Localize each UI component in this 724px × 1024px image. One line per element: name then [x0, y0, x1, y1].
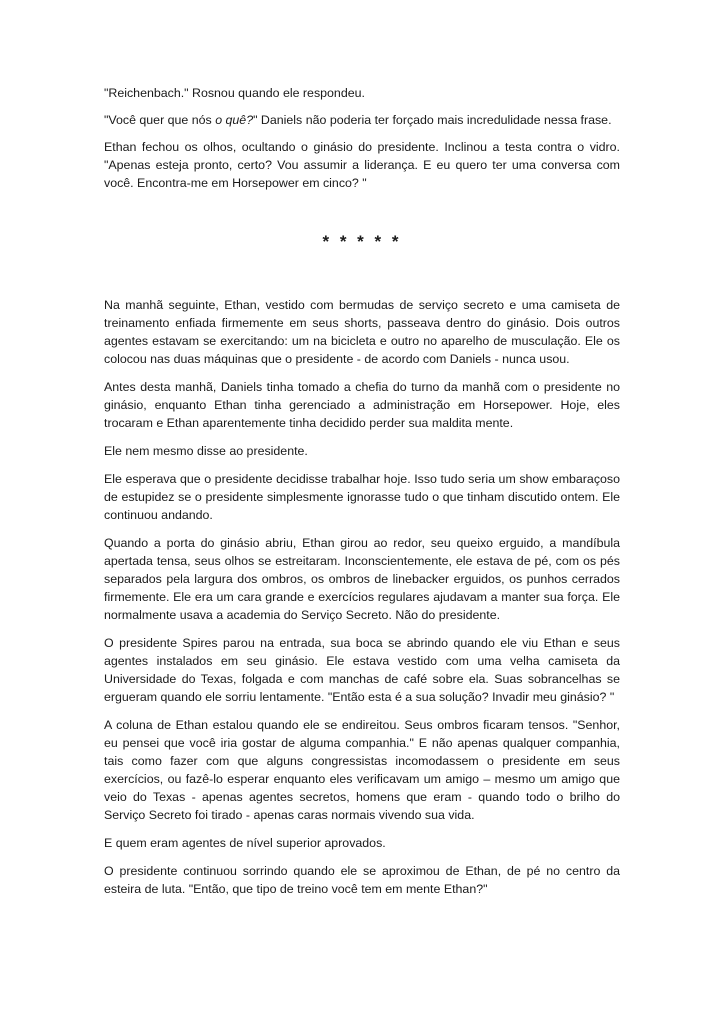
paragraph-daniels-emphasis: o quê? — [215, 113, 254, 127]
paragraph-didnt-tell: Ele nem mesmo disse ao presidente. — [104, 444, 308, 458]
document-page — [104, 84, 620, 908]
paragraph-president-smiling: O presidente continuou sorrindo quando ele se aproximou de Ethan, de pé no centro da esteira de luta. "Então, que tipo de treino você tem em mente Ethan?" — [104, 864, 620, 896]
paragraph-daniels-suffix: " Daniels não poderia ter forçado mais incredulidade nessa frase. — [253, 113, 612, 127]
paragraph-next-morning: Na manhã seguinte, Ethan, vestido com bermudas de serviço secreto e uma camiseta de treinamento enfiada firmemente em seus shorts, passeava dentro do ginásio. Dois outros agentes estavam se exercitando: um na bicicleta e outro no aparelho de musculação. Ele os colocou nas duas máquinas que o presidente - de acordo com Daniels - nunca usou. — [104, 298, 620, 366]
paragraph-president-spires: O presidente Spires parou na entrada, sua boca se abrindo quando ele viu Ethan e seus agentes instalados em seu ginásio. Ele estava vestido com uma velha camiseta da Universidade do Texas, folgada e com manchas de café sobre ela. Suas sobrancelhas se ergueram quando ele sorriu lentamente. "Então esta é a sua solução? Invadir meu ginásio? " — [104, 636, 620, 704]
paragraph-daniels-prefix: "Você quer que nós — [104, 113, 216, 127]
paragraph-gym-door-opened: Quando a porta do ginásio abriu, Ethan girou ao redor, seu queixo erguido, a mandíbula apertada tensa, seus olhos se estreitaram. Inconscientemente, ele estava de pé, com os pés separados pela largura dos ombros, os ombros de linebacker erguidos, os punhos cerrados firmemente. Ele era um cara grande e exercícios regulares ajudavam a manter sua força. Ele normalmente usava a academia do Serviço Secreto. Não do presidente. — [104, 536, 620, 622]
paragraph-approved-agents: E quem eram agentes de nível superior aprovados. — [104, 836, 386, 850]
paragraph-daniels-question — [104, 111, 620, 129]
paragraph-ethan-closed-eyes: Ethan fechou os olhos, ocultando o ginásio do presidente. Inclinou a testa contra o vidro. "Apenas esteja pronto, certo? Vou assumir a liderança. E eu quero ter uma conversa com você. Encontra-me em Horsepower em cinco? " — [104, 140, 620, 190]
section-separator: * * * * * — [322, 232, 402, 251]
paragraph-ethan-spine: A coluna de Ethan estalou quando ele se endireitou. Seus ombros ficaram tensos. "Senhor, eu pensei que você iria gostar de alguma companhia." E não apenas qualquer companhia, tais como fazer com que alguns congressistas incomodassem o presidente em seus exercícios, ou fazê-lo esperar enquanto eles verificavam um amigo – mesmo um amigo que veio do Texas - apenas agentes secretos, homens que eram - quando todo o brilho do Serviço Secreto foi tirado - apenas caras normais vivendo sua vida. — [104, 718, 620, 822]
paragraph-hoped-president: Ele esperava que o presidente decidisse trabalhar hoje. Isso tudo seria um show embaraçoso de estupidez se o presidente simplesmente ignorasse tudo o que tinham discutido ontem. Ele continuou andando. — [104, 472, 620, 522]
paragraph-before-this-morning: Antes desta manhã, Daniels tinha tomado a chefia do turno da manhã com o presidente no ginásio, enquanto Ethan tinha gerenciado a administração em Horsepower. Hoje, eles trocaram e Ethan aparentemente tinha decidido perder sua maldita mente. — [104, 380, 620, 430]
paragraph-reichenbach: "Reichenbach." Rosnou quando ele respondeu. — [104, 86, 365, 100]
